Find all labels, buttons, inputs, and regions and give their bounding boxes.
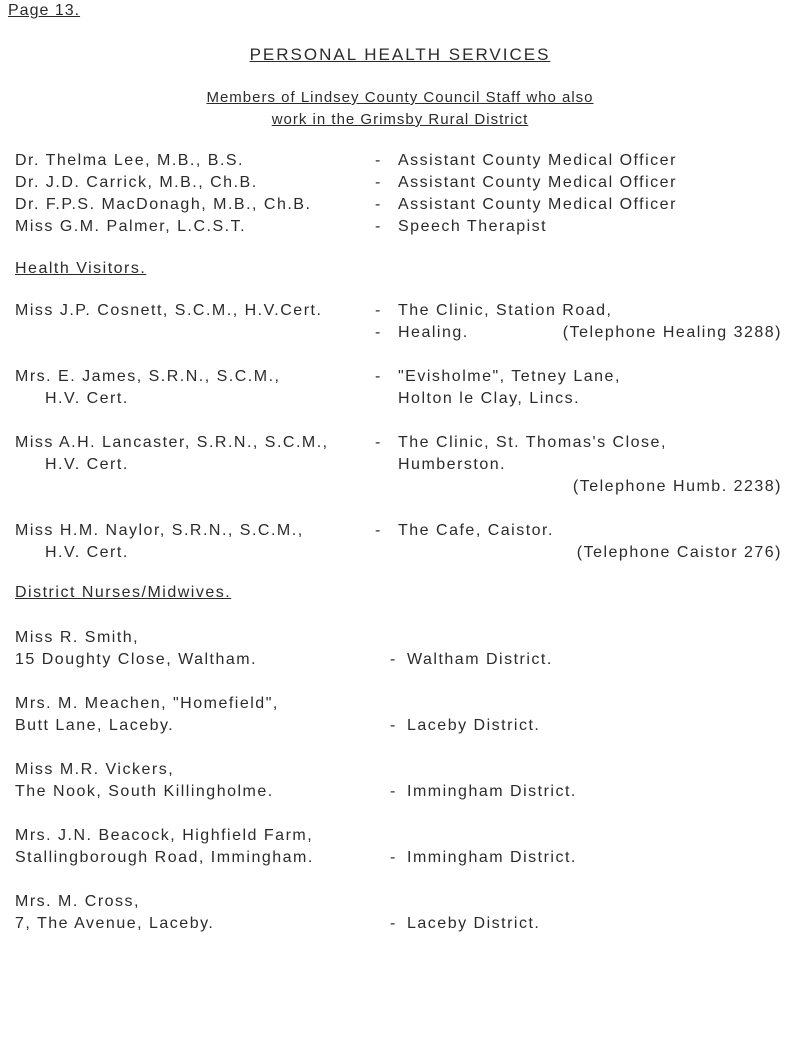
district-nurses-heading: District Nurses/Midwives. (15, 584, 232, 601)
nurse-name: Mrs. M. Cross, (15, 893, 140, 910)
officer-name: Miss G.M. Palmer, L.C.S.T. (15, 218, 247, 235)
subtitle-line-2: work in the Grimsby Rural District (271, 111, 529, 128)
nurse-district: Waltham District. (407, 651, 553, 668)
officer-role: Assistant County Medical Officer (398, 196, 677, 213)
visitor-address: The Clinic, St. Thomas's Close, (398, 434, 667, 451)
nurse-address: The Nook, South Killingholme. (15, 783, 274, 800)
nurse-name: Mrs. J.N. Beacock, Highfield Farm, (15, 827, 314, 844)
visitor-name: Miss A.H. Lancaster, S.R.N., S.C.M., (15, 434, 329, 451)
visitor-address: The Cafe, Caistor. (398, 522, 554, 539)
visitor-name: Mrs. E. James, S.R.N., S.C.M., (15, 368, 281, 385)
visitor-qualification: H.V. Cert. (45, 544, 129, 561)
visitor-telephone: (Telephone Humb. 2238) (572, 478, 782, 495)
visitor-address: Humberston. (398, 456, 507, 473)
visitor-name: Miss H.M. Naylor, S.R.N., S.C.M., (15, 522, 304, 539)
officer-role: Assistant County Medical Officer (398, 174, 677, 191)
page-number: Page 13. (8, 2, 81, 19)
visitor-address: Healing. (398, 324, 469, 341)
visitor-address: The Clinic, Station Road, (398, 302, 613, 319)
officer-name: Dr. F.P.S. MacDonagh, M.B., Ch.B. (15, 196, 312, 213)
nurse-address: 15 Doughty Close, Waltham. (15, 651, 258, 668)
visitor-address: Holton le Clay, Lincs. (398, 390, 581, 407)
nurse-district: Laceby District. (407, 915, 541, 932)
visitor-qualification: H.V. Cert. (45, 456, 129, 473)
nurse-name: Miss R. Smith, (15, 629, 140, 646)
nurse-name: Miss M.R. Vickers, (15, 761, 175, 778)
nurse-address: 7, The Avenue, Laceby. (15, 915, 215, 932)
nurse-district: Laceby District. (407, 717, 541, 734)
health-visitors-heading: Health Visitors. (15, 260, 147, 277)
visitor-qualification: H.V. Cert. (45, 390, 129, 407)
nurse-name: Mrs. M. Meachen, "Homefield", (15, 695, 279, 712)
visitor-name: Miss J.P. Cosnett, S.C.M., H.V.Cert. (15, 302, 323, 319)
officer-name: Dr. Thelma Lee, M.B., B.S. (15, 152, 244, 169)
subtitle-line-1: Members of Lindsey County Council Staff who also (206, 89, 594, 106)
nurse-address: Stallingborough Road, Immingham. (15, 849, 314, 866)
visitor-telephone: (Telephone Caistor 276) (576, 544, 782, 561)
officer-role: Speech Therapist (398, 218, 548, 235)
nurse-address: Butt Lane, Laceby. (15, 717, 175, 734)
visitor-address: "Evisholme", Tetney Lane, (398, 368, 621, 385)
page-title: PERSONAL HEALTH SERVICES (249, 45, 551, 64)
officer-name: Dr. J.D. Carrick, M.B., Ch.B. (15, 174, 258, 191)
officer-role: Assistant County Medical Officer (398, 152, 677, 169)
nurse-district: Immingham District. (407, 783, 577, 800)
nurse-district: Immingham District. (407, 849, 577, 866)
visitor-telephone: (Telephone Healing 3288) (562, 324, 782, 341)
